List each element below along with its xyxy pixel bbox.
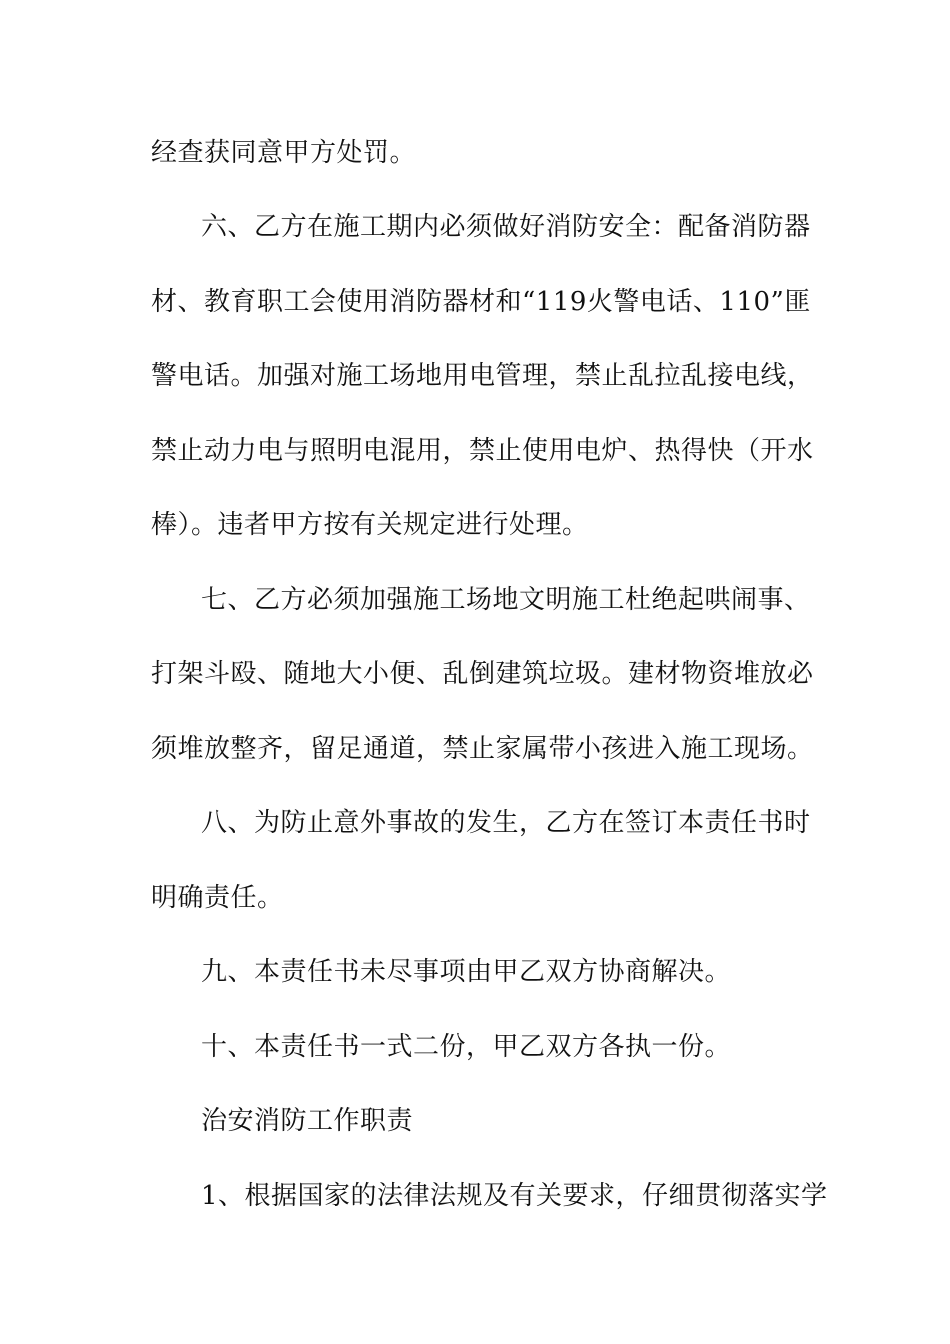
text-line-4: 警电话。加强对施工场地用电管理，禁止乱拉乱接电线，	[151, 361, 814, 391]
text-line-14: 治安消防工作职责	[201, 1106, 414, 1136]
text-line-6: 棒）。违者甲方按有关规定进行处理。	[151, 510, 589, 540]
text-line-1: 经查获同意甲方处罚。	[151, 138, 417, 168]
text-line-9: 须堆放整齐，留足通道，禁止家属带小孩进入施工现场。	[151, 734, 814, 764]
text-line-12: 九、本责任书未尽事项由甲乙双方协商解决。	[201, 957, 732, 987]
text-line-13: 十、本责任书一式二份，甲乙双方各执一份。	[201, 1032, 732, 1062]
text-line-3: 材、教育职工会使用消防器材和“119火警电话、110”匪	[151, 287, 811, 317]
text-line-11: 明确责任。	[151, 883, 284, 913]
text-line-7: 七、乙方必须加强施工场地文明施工杜绝起哄闹事、	[201, 585, 811, 615]
text-line-5: 禁止动力电与照明电混用，禁止使用电炉、热得快（开水	[151, 436, 814, 466]
text-line-15: 1、根据国家的法律法规及有关要求，仔细贯彻落实学	[201, 1181, 828, 1211]
text-line-2: 六、乙方在施工期内必须做好消防安全：配备消防器	[201, 212, 811, 242]
text-line-10: 八、为防止意外事故的发生，乙方在签订本责任书时	[201, 808, 811, 838]
text-line-8: 打架斗殴、随地大小便、乱倒建筑垃圾。建材物资堆放必	[151, 659, 814, 689]
